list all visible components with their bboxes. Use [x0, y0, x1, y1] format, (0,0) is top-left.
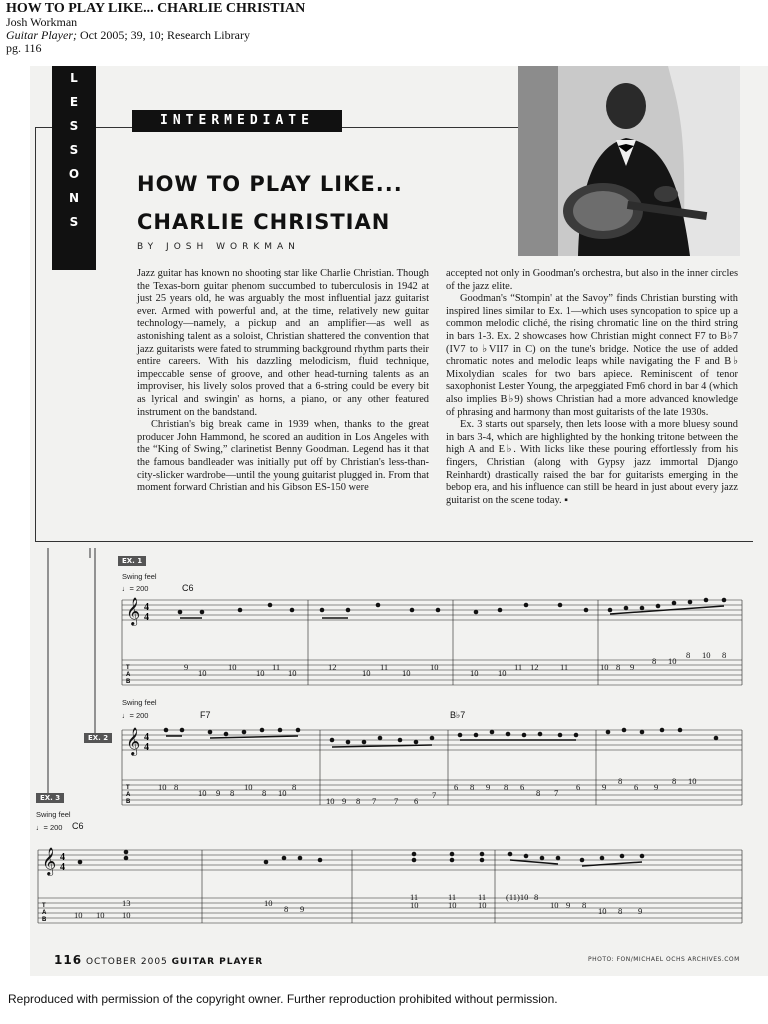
tab-number: 8	[504, 782, 509, 792]
copyright-notice: Reproduced with permission of the copyright owner. Further reproduction prohibited without permission.	[8, 992, 558, 1006]
tab-number: 10	[498, 668, 507, 678]
tab-number: 8	[652, 656, 657, 666]
tab-number: 10	[278, 788, 287, 798]
svg-text:4: 4	[60, 862, 65, 873]
tab-number: 9	[566, 900, 571, 910]
page-footer	[54, 953, 263, 967]
border-rule	[35, 541, 753, 542]
tab-number: 9	[300, 904, 305, 914]
citation-page: pg. 116	[6, 41, 42, 55]
tab-number: 9	[342, 796, 347, 806]
tab-number: 9	[184, 662, 189, 672]
tab-number: 6	[414, 796, 419, 806]
svg-text:𝄞: 𝄞	[126, 597, 141, 625]
article-column-right	[446, 268, 738, 507]
citation-issue: Oct 2005; 39, 10; Research Library	[77, 28, 250, 42]
tab-number: 10	[96, 910, 105, 920]
example-1-chord: C6	[182, 583, 194, 593]
tab-number: 10	[430, 662, 439, 672]
tab-number: 7	[394, 796, 399, 806]
tab-number: 10	[122, 910, 131, 920]
tab-number: 9	[486, 782, 491, 792]
article-paragraph: Goodman's “Stompin' at the Savoy” finds Christian bursting with inspired lines similar to Ex. 1—which uses syncopation to spice up a common melodic cliché, the rising chromatic line on the third string in bars 1-3. Ex. 2 showcases how Christian might connect F7 to B♭7 (IV7 to ♭VII7 in C) on the tune's bridge. Notice the use of added chromatic notes and melodic leaps while navigating the F and B♭ Mixolydian scales for two bars apiece. Reminiscent of tenor saxophonist Lester Young, the arpeggiated Fm6 chord in bar 4 (which also implies B♭9) shows Christian had a more advanced knowledge of phrasing and harmony than most guitarists of the late 1930s.	[446, 293, 738, 418]
article-column-left	[137, 268, 429, 495]
svg-text:4: 4	[144, 602, 149, 613]
tab-number: 10	[198, 788, 207, 798]
headline-line-2: CHARLIE CHRISTIAN	[137, 210, 391, 234]
svg-text:4: 4	[144, 732, 149, 743]
article-paragraph: Ex. 3 starts out sparsely, then lets loose with a more bluesy sound in bars 3-4, which are highlighted by the honking tritone between the high A and E♭. With licks like these pouring effortlessly from his fingers, Christian (along with Gypsy jazz immortal Django Reinhardt) drastically raised the bar for guitarists emerging in the bebop era, and his influence can still be heard in just about every jazz guitarist on the scene today. ▪	[446, 419, 738, 506]
section-letter: S	[69, 143, 79, 157]
section-letter: S	[69, 215, 79, 229]
example-2-tempo: ♩= 200	[122, 711, 149, 720]
tab-number: 10	[598, 906, 607, 916]
svg-text:4: 4	[144, 742, 149, 753]
tab-number: 10	[702, 650, 711, 660]
tab-number: 8	[686, 650, 691, 660]
photo-credit: PHOTO: FON/MICHAEL OCHS ARCHIVES.COM	[588, 956, 740, 963]
article-paragraph: Jazz guitar has known no shooting star like Charlie Christian. Though the Texas-born guitar phenom succumbed to tuberculosis in 1942 at just 25 years old, he was arguably the most influential jazz guitarist ever. Armed with powerful and, at the time, relatively new guitar technology—namely, a pickup and an amplifier—as well as astonishing talent as a soloist, Christian shattered the convention that jazz guitarists were fated to strumming background rhythm parts their entire careers. With his dazzling melodicism, fluid technique, impeccable sense of groove, and other head-turning talents as an improviser, his lively solos proved that a 6-string could be every bit as lyrical and swingin' as horns, a piano, or any other featured instrument on the bandstand.	[137, 268, 429, 418]
tab-number: 10	[288, 668, 297, 678]
svg-text:B: B	[126, 679, 131, 685]
tab-number: 9	[654, 782, 659, 792]
tab-number: 10	[244, 782, 253, 792]
example-3-tempo: ♩= 200	[36, 823, 63, 832]
tab-number: 8	[292, 782, 297, 792]
level-badge: INTERMEDIATE	[132, 110, 342, 132]
example-1-feel: Swing feel	[122, 572, 157, 581]
example-3-chord: C6	[72, 821, 84, 831]
section-letter: E	[69, 95, 79, 109]
lessons-section-bar	[52, 66, 96, 270]
music-examples	[30, 548, 752, 948]
tab-number: 10	[198, 668, 207, 678]
tab-number: 10	[326, 796, 335, 806]
citation-header	[6, 1, 305, 55]
tab-number: 8	[174, 782, 179, 792]
tab-number: 6	[520, 782, 525, 792]
tab-number: 9	[630, 662, 635, 672]
tab-number: 12	[530, 662, 539, 672]
border-rule	[35, 127, 36, 542]
tab-number: 8	[262, 788, 267, 798]
tab-number: 11	[448, 892, 457, 902]
tab-number: 10	[600, 662, 609, 672]
tab-number: 10	[448, 900, 457, 910]
tab-number: 10	[402, 668, 411, 678]
tab-number: 11	[478, 892, 487, 902]
tab-number: 7	[372, 796, 377, 806]
svg-text:A: A	[42, 910, 47, 916]
svg-text:B: B	[42, 917, 47, 923]
tab-number: 11	[272, 662, 281, 672]
citation-title: HOW TO PLAY LIKE... CHARLIE CHRISTIAN	[6, 1, 306, 16]
tab-number: 7	[432, 790, 437, 800]
svg-text:𝄞: 𝄞	[42, 847, 57, 875]
tab-number: 8	[618, 906, 623, 916]
tab-number: 9	[638, 906, 643, 916]
page-number: 116	[54, 953, 83, 967]
citation-author: Josh Workman	[6, 15, 78, 29]
tab-number: 8	[722, 650, 727, 660]
example-2-chord: B♭7	[450, 710, 466, 720]
footer-magazine: GUITAR PLAYER	[171, 957, 264, 967]
tab-number: 8	[470, 782, 475, 792]
section-letter: S	[69, 119, 79, 133]
example-2-chord: F7	[200, 710, 211, 720]
tab-number: 10	[668, 656, 677, 666]
svg-text:B: B	[126, 799, 131, 805]
svg-text:A: A	[126, 792, 131, 798]
tab-number: 6	[454, 782, 459, 792]
svg-text:A: A	[126, 672, 131, 678]
tab-number: 12	[328, 662, 337, 672]
tab-number: 6	[576, 782, 581, 792]
tab-number: 8	[230, 788, 235, 798]
tab-number: 10	[410, 900, 419, 910]
tab-number: 10	[74, 910, 83, 920]
svg-text:4: 4	[144, 612, 149, 623]
svg-text:4: 4	[60, 852, 65, 863]
tab-number: 10	[158, 782, 167, 792]
tab-number: 11	[380, 662, 389, 672]
example-1-tag: EX. 1	[118, 556, 146, 566]
citation-source	[6, 29, 305, 42]
tab-number: 8	[534, 892, 539, 902]
tab-number: 6	[634, 782, 639, 792]
article-paragraph: accepted not only in Goodman's orchestra, but also in the inner circles of the jazz elite.	[446, 268, 738, 292]
tab-number: 11	[560, 662, 569, 672]
svg-text:T: T	[42, 903, 46, 909]
tab-number: 13	[122, 898, 131, 908]
tab-number: 9	[602, 782, 607, 792]
article-paragraph: Christian's big break came in 1939 when, thanks to the great producer John Hammond, he scored an audition in Los Angeles with the “King of Swing,” clarinetist Benny Goodman. Legend has it that the famous bandleader was initially put off by Christian's less-than-city-slicker wardrobe—until the young guitarist plugged in. From that moment forward Christian and his Gibson ES-150 were	[137, 419, 429, 494]
guitarist-photo-illustration	[518, 66, 740, 256]
tab-number: 10	[264, 898, 273, 908]
notation-staves	[30, 548, 752, 948]
section-letter: N	[68, 191, 80, 205]
headline-line-1: HOW TO PLAY LIKE...	[137, 172, 403, 196]
example-3-feel: Swing feel	[36, 810, 71, 819]
svg-text:𝄞: 𝄞	[126, 727, 141, 755]
tab-number: (11)10	[506, 892, 529, 902]
tab-number: 9	[216, 788, 221, 798]
tab-number: 10	[256, 668, 265, 678]
section-letter: O	[68, 167, 80, 181]
citation-publication: Guitar Player;	[6, 28, 77, 42]
footer-issue: OCTOBER 2005	[85, 957, 168, 967]
tab-number: 10	[228, 662, 237, 672]
tab-number: 11	[410, 892, 419, 902]
tab-number: 8	[582, 900, 587, 910]
example-1-tempo: ♩= 200	[122, 584, 149, 593]
tab-number: 8	[672, 776, 677, 786]
example-2-feel: Swing feel	[122, 698, 157, 707]
tab-number: 8	[536, 788, 541, 798]
section-letter: L	[70, 71, 78, 85]
tab-number: 11	[514, 662, 523, 672]
tab-number: 8	[356, 796, 361, 806]
example-3-tag: EX. 3	[36, 793, 64, 803]
charlie-christian-photo	[518, 66, 740, 256]
tab-number: 10	[470, 668, 479, 678]
tab-number: 8	[618, 776, 623, 786]
tab-number: 7	[554, 788, 559, 798]
svg-text:T: T	[126, 785, 130, 791]
example-2-tag: EX. 2	[84, 733, 112, 743]
tab-number: 10	[550, 900, 559, 910]
tab-number: 10	[362, 668, 371, 678]
byline: BY JOSH WORKMAN	[137, 242, 300, 252]
tab-number: 8	[284, 904, 289, 914]
tab-number: 8	[616, 662, 621, 672]
tab-number: 10	[478, 900, 487, 910]
tab-number: 10	[688, 776, 697, 786]
svg-text:T: T	[126, 665, 130, 671]
